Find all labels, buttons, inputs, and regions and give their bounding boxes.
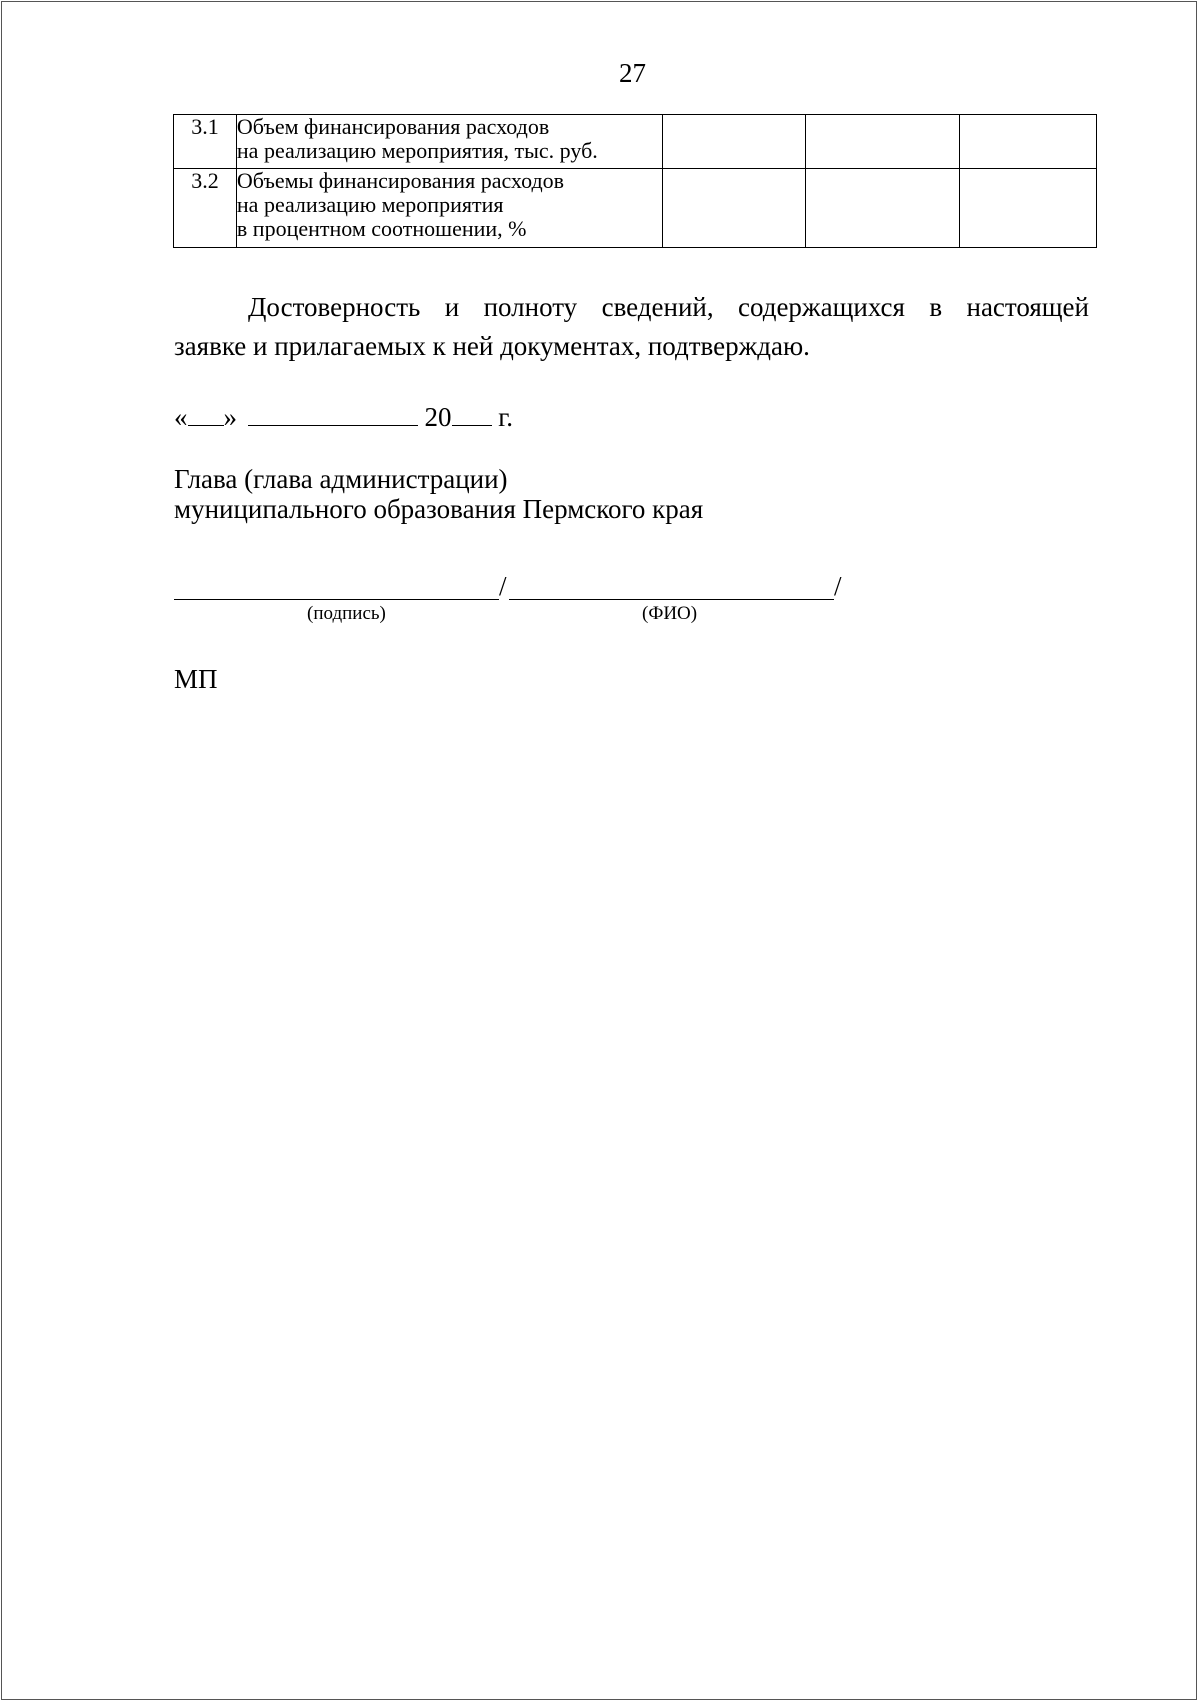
value-cell[interactable] [960, 115, 1097, 169]
date-close-quote: » [223, 402, 237, 432]
head-title-line-2: муниципального образования Пермского края [174, 494, 704, 524]
page-border [1, 1, 1197, 1700]
financing-table [173, 114, 1097, 248]
value-cell[interactable] [805, 169, 960, 248]
signature-separator: / [499, 571, 507, 601]
table-row [174, 169, 1097, 248]
full-name-blank[interactable] [509, 599, 834, 600]
row-description-line: в процентном соотношении, % [236, 216, 527, 241]
confirmation-line-1: Достоверность и полноту сведений, содержащихся в настоящей [248, 292, 1089, 322]
day-blank[interactable] [188, 398, 224, 426]
full-name-separator: / [834, 571, 842, 601]
confirmation-line-2: заявке и прилагаемых к ней документах, подтверждаю. [174, 331, 810, 361]
signature-line [174, 573, 844, 603]
head-title [174, 464, 703, 524]
value-cell[interactable] [805, 115, 960, 169]
signature-blank[interactable] [174, 599, 499, 600]
value-cell[interactable] [960, 169, 1097, 248]
date-line [174, 398, 513, 433]
table-row [174, 115, 1097, 169]
full-name-caption: (ФИО) [642, 603, 698, 624]
value-cell[interactable] [663, 169, 806, 248]
head-title-line-1: Глава (глава администрации) [174, 464, 508, 494]
row-description-line: Объем финансирования расходов [236, 114, 550, 139]
row-description [236, 169, 662, 248]
month-blank[interactable] [248, 398, 418, 426]
confirmation-paragraph [174, 288, 1089, 366]
row-description [236, 115, 662, 169]
row-number: 3.2 [174, 169, 237, 248]
row-description-line: на реализацию мероприятия [236, 192, 504, 217]
value-cell[interactable] [663, 115, 806, 169]
signature-caption: (подпись) [307, 603, 386, 624]
date-century: 20 [424, 402, 452, 432]
date-year-suffix: г. [498, 402, 514, 432]
row-description-line: на реализацию мероприятия, тыс. руб. [236, 138, 598, 163]
stamp-label: МП [174, 664, 218, 694]
row-number: 3.1 [174, 115, 237, 169]
year-blank[interactable] [452, 398, 492, 426]
row-description-line: Объемы финансирования расходов [236, 168, 565, 193]
date-open-quote: « [174, 402, 188, 432]
page-number: 27 [619, 58, 646, 88]
